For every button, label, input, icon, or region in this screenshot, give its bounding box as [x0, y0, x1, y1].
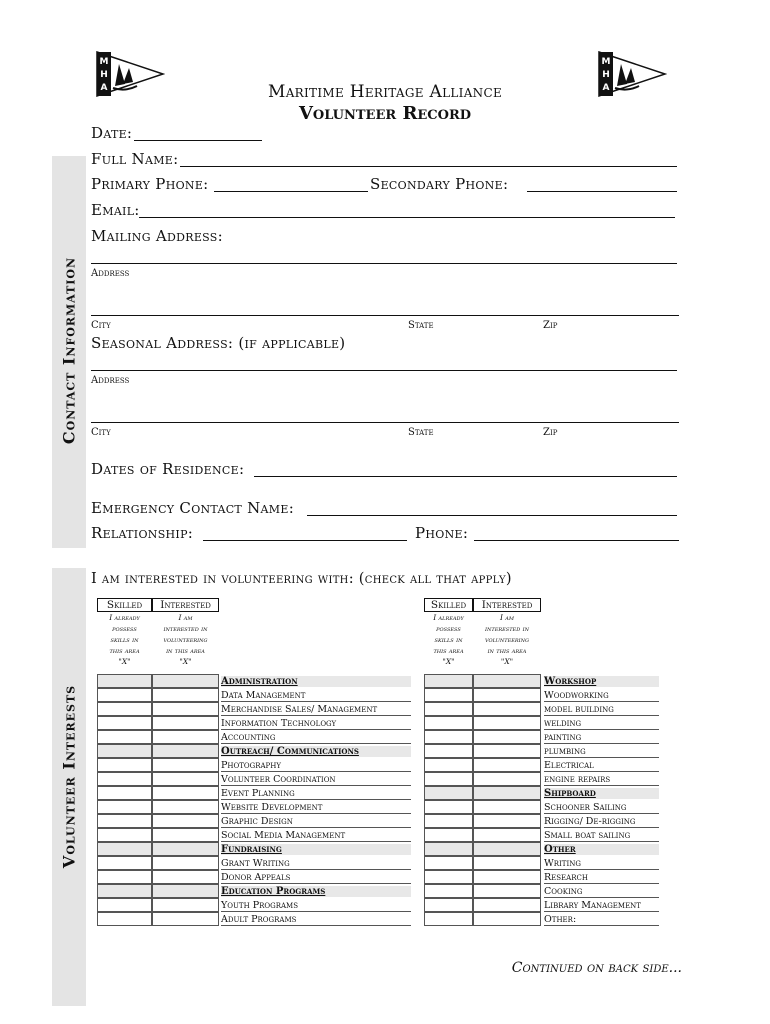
emergency-contact-field[interactable]: [307, 515, 677, 516]
seasonal-address-line1[interactable]: [91, 370, 677, 371]
left-skilled-checkbox[interactable]: [97, 730, 152, 744]
right-interested-checkbox[interactable]: [473, 744, 541, 758]
left-skilled-checkbox[interactable]: [97, 898, 152, 912]
org-name: Maritime Heritage Alliance: [267, 82, 503, 102]
left-skilled-checkbox[interactable]: [97, 786, 152, 800]
left-category-label: Outreach/ Communications: [221, 746, 411, 757]
right-skilled-checkbox: [424, 786, 473, 800]
left-interest-label: Information Technology: [221, 718, 411, 730]
right-interested-checkbox[interactable]: [473, 730, 541, 744]
right-interested-checkbox[interactable]: [473, 870, 541, 884]
left-interest-label: Photography: [221, 760, 411, 772]
right-interested-checkbox[interactable]: [473, 898, 541, 912]
phone-label: Phone:: [415, 524, 469, 542]
right-interest-label: engine repairs: [544, 774, 659, 786]
left-interested-checkbox[interactable]: [152, 688, 219, 702]
right-interested-checkbox[interactable]: [473, 814, 541, 828]
right-skilled-checkbox[interactable]: [424, 912, 473, 926]
right-skilled-checkbox[interactable]: [424, 772, 473, 786]
svg-text:A: A: [602, 83, 610, 93]
right-interested-checkbox: [473, 842, 541, 856]
right-skilled-checkbox[interactable]: [424, 898, 473, 912]
right-skilled-checkbox[interactable]: [424, 716, 473, 730]
right-skilled-checkbox[interactable]: [424, 800, 473, 814]
seasonal-zip-sub: Zip: [543, 427, 558, 438]
svg-text:H: H: [100, 70, 108, 80]
mailing-address-line1[interactable]: [91, 263, 677, 264]
right-interested-checkbox[interactable]: [473, 884, 541, 898]
right-interested-checkbox[interactable]: [473, 758, 541, 772]
right-skilled-checkbox[interactable]: [424, 828, 473, 842]
seasonal-city-sub: City: [91, 427, 111, 438]
right-skilled-checkbox[interactable]: [424, 744, 473, 758]
left-interest-label: Accounting: [221, 732, 411, 744]
left-interested-header: Interested: [152, 598, 219, 612]
right-interest-label: Small boat sailing: [544, 830, 659, 842]
right-interest-label: Library Management: [544, 900, 659, 912]
left-skilled-checkbox[interactable]: [97, 814, 152, 828]
left-skilled-checkbox: [97, 842, 152, 856]
contact-section-label: Contact Information: [59, 256, 79, 445]
date-field[interactable]: [134, 140, 262, 141]
seasonal-address-label: Seasonal Address: (if applicable): [91, 334, 346, 352]
left-skilled-checkbox[interactable]: [97, 800, 152, 814]
right-interested-checkbox[interactable]: [473, 912, 541, 926]
left-interested-checkbox: [152, 842, 219, 856]
full-name-label: Full Name:: [91, 150, 179, 168]
left-interest-label: Donor Appeals: [221, 872, 411, 884]
svg-text:M: M: [99, 57, 109, 67]
right-skilled-desc: I already possess skills in this area "X": [433, 613, 464, 666]
form-title: Volunteer Record: [298, 103, 472, 124]
left-interested-checkbox[interactable]: [152, 898, 219, 912]
left-interested-checkbox[interactable]: [152, 800, 219, 814]
right-interest-label: Research: [544, 872, 659, 884]
dates-of-residence-label: Dates of Residence:: [91, 460, 245, 478]
right-skilled-checkbox: [424, 674, 473, 688]
mailing-city-sub: City: [91, 320, 111, 331]
left-interested-checkbox[interactable]: [152, 772, 219, 786]
right-category-label: Workshop: [544, 676, 659, 687]
right-interested-checkbox: [473, 674, 541, 688]
left-skilled-checkbox[interactable]: [97, 688, 152, 702]
right-interested-checkbox[interactable]: [473, 716, 541, 730]
right-interested-checkbox[interactable]: [473, 688, 541, 702]
right-skilled-checkbox[interactable]: [424, 870, 473, 884]
right-interest-label: welding: [544, 718, 659, 730]
right-interested-desc: I am interested in volunteering in this area "X": [484, 613, 529, 666]
right-skilled-header: Skilled: [424, 598, 473, 612]
mailing-zip-sub: Zip: [543, 320, 558, 331]
right-interest-label: Rigging/ De-rigging: [544, 816, 659, 828]
primary-phone-field[interactable]: [214, 191, 368, 192]
left-interest-label: Social Media Management: [221, 830, 411, 842]
left-skilled-checkbox: [97, 884, 152, 898]
left-interest-label: Graphic Design: [221, 816, 411, 828]
right-skilled-checkbox[interactable]: [424, 884, 473, 898]
left-skilled-checkbox: [97, 674, 152, 688]
left-interested-checkbox[interactable]: [152, 716, 219, 730]
left-interest-label: Youth Programs: [221, 900, 411, 912]
svg-text:H: H: [602, 70, 610, 80]
left-interested-checkbox[interactable]: [152, 856, 219, 870]
left-skilled-checkbox[interactable]: [97, 716, 152, 730]
left-skilled-desc: I already possess skills in this area "X": [109, 613, 140, 666]
right-interest-label: Schooner Sailing: [544, 802, 659, 814]
right-interest-label: Electrical: [544, 760, 659, 772]
right-skilled-checkbox[interactable]: [424, 758, 473, 772]
right-skilled-checkbox[interactable]: [424, 856, 473, 870]
right-interest-label: Other:: [544, 914, 659, 926]
left-interest-label: Grant Writing: [221, 858, 411, 870]
left-interested-checkbox[interactable]: [152, 912, 219, 926]
left-interested-checkbox[interactable]: [152, 758, 219, 772]
left-category-label: Administration: [221, 676, 411, 687]
date-label: Date:: [91, 124, 133, 142]
right-interested-checkbox[interactable]: [473, 856, 541, 870]
email-label: Email:: [91, 201, 140, 219]
secondary-phone-label: Secondary Phone:: [370, 175, 509, 193]
secondary-phone-field[interactable]: [527, 191, 677, 192]
mailing-address-label: Mailing Address:: [91, 227, 223, 245]
left-interested-checkbox[interactable]: [152, 870, 219, 884]
left-interested-checkbox: [152, 674, 219, 688]
left-skilled-checkbox[interactable]: [97, 870, 152, 884]
left-skilled-checkbox[interactable]: [97, 912, 152, 926]
primary-phone-label: Primary Phone:: [91, 175, 209, 193]
right-interested-checkbox[interactable]: [473, 828, 541, 842]
right-skilled-checkbox[interactable]: [424, 814, 473, 828]
left-skilled-checkbox[interactable]: [97, 702, 152, 716]
email-field[interactable]: [139, 217, 675, 218]
left-interested-checkbox[interactable]: [152, 702, 219, 716]
emergency-phone-field[interactable]: [474, 540, 679, 541]
left-category-label: Fundraising: [221, 844, 411, 855]
left-interested-checkbox: [152, 744, 219, 758]
interests-intro: I am interested in volunteering with: (check all that apply): [91, 571, 512, 587]
interests-section-label: Volunteer Interests: [59, 684, 79, 869]
right-skilled-checkbox: [424, 842, 473, 856]
mailing-state-sub: State: [408, 320, 434, 331]
dates-of-residence-field[interactable]: [254, 476, 677, 477]
relationship-field[interactable]: [203, 540, 407, 541]
right-interested-header: Interested: [473, 598, 541, 612]
right-interested-checkbox: [473, 786, 541, 800]
left-skilled-checkbox[interactable]: [97, 772, 152, 786]
left-interested-checkbox[interactable]: [152, 786, 219, 800]
emergency-contact-label: Emergency Contact Name:: [91, 499, 295, 517]
right-skilled-checkbox[interactable]: [424, 702, 473, 716]
right-category-label: Other: [544, 844, 659, 855]
seasonal-address-sub: Address: [91, 375, 130, 386]
right-category-label: Shipboard: [544, 788, 659, 799]
left-interest-label: Data Management: [221, 690, 411, 702]
right-interest-label: Woodworking: [544, 690, 659, 702]
left-skilled-header: Skilled: [97, 598, 152, 612]
mailing-address-line2[interactable]: [91, 315, 679, 316]
left-interest-label: Merchandise Sales/ Management: [221, 704, 411, 716]
left-skilled-checkbox[interactable]: [97, 758, 152, 772]
right-interest-label: Cooking: [544, 886, 659, 898]
mailing-address-sub: Address: [91, 268, 130, 279]
left-skilled-checkbox[interactable]: [97, 856, 152, 870]
continued-note: Continued on back side...: [511, 960, 682, 976]
left-category-label: Education Programs: [221, 886, 411, 897]
left-skilled-checkbox: [97, 744, 152, 758]
right-interest-label: plumbing: [544, 746, 659, 758]
svg-text:M: M: [601, 57, 611, 67]
relationship-label: Relationship:: [91, 524, 194, 542]
right-skilled-checkbox[interactable]: [424, 730, 473, 744]
seasonal-state-sub: State: [408, 427, 434, 438]
left-interest-label: Event Planning: [221, 788, 411, 800]
left-skilled-checkbox[interactable]: [97, 828, 152, 842]
right-interested-checkbox[interactable]: [473, 800, 541, 814]
left-interested-checkbox[interactable]: [152, 814, 219, 828]
right-interest-label: Writing: [544, 858, 659, 870]
svg-text:A: A: [100, 83, 108, 93]
right-interested-checkbox[interactable]: [473, 702, 541, 716]
left-interest-label: Volunteer Coordination: [221, 774, 411, 786]
seasonal-address-line2[interactable]: [91, 422, 679, 423]
right-interest-label: model building: [544, 704, 659, 716]
right-interested-checkbox[interactable]: [473, 772, 541, 786]
left-interested-checkbox: [152, 884, 219, 898]
left-interested-desc: I am interested in volunteering in this area "X": [163, 613, 208, 666]
full-name-field[interactable]: [180, 166, 677, 167]
left-interested-checkbox[interactable]: [152, 828, 219, 842]
right-interest-label: painting: [544, 732, 659, 744]
left-interest-label: Website Development: [221, 802, 411, 814]
right-skilled-checkbox[interactable]: [424, 688, 473, 702]
left-interested-checkbox[interactable]: [152, 730, 219, 744]
left-interest-label: Adult Programs: [221, 914, 411, 926]
